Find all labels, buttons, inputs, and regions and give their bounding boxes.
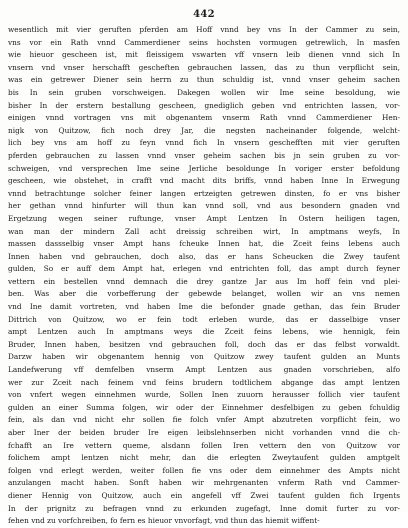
text-line: schweigen, vnd versprechen Ime seine Jerliche besoldunge In voriger erster befoldung [8, 163, 400, 173]
text-line: vnd Ine damit vortreten, vnd haben Ime die befonder gnade gethan, das fein Bruder [8, 302, 400, 312]
text-line: folichem ampt lentzen nicht mehr, dan die erlegten Zweytaufent gulden amptgelt [8, 453, 400, 463]
text-line: vns vor ein Rath vnnd Cammerdiener seins hochsten vormugen getrewlich, In masfen [8, 37, 400, 47]
text-line: wer zur Zceit nach feinem vnd feins brudern todtlichem abgange das ampt lentzen [8, 377, 400, 387]
text-line: gulden, So er auff dem Ampt hat, erlegen vnd entrichten foll, das ampt durch feyner [8, 264, 400, 274]
text-line: nigk von Quitzow, fich noch drey Jar, die negsten nacheinander folgende, welcht- [8, 125, 400, 135]
text-line: folgen vnd erlegt werden, weiter follen fie vns oder dem einnehmer des Ampts nicht [8, 465, 400, 475]
text-line: fein, als dan vnd nicht ehr sollen fie folch vnfer Ampt abzutreten vorpflicht fein, wo [8, 415, 400, 425]
text-line: Dittrich von Quitzow, wo er fein todt erleben wurde, das er dasselbige vnser [8, 314, 400, 324]
text-line: massen dassselbig vnser Ampt hans fcheuke Innen hat, die Zceit feins lebens auch [8, 239, 400, 249]
document-body [8, 24, 400, 528]
text-line: lich bey vns am hoff zu feyn vnnd fich In vnsern geschefften mit vier geruften [8, 138, 400, 148]
text-line: fehen vnd zu vorfchreiben, fo fern es hieuor vnvorfagt, vnd thun das hiemit wiffent- [8, 516, 320, 526]
text-line: was ein getrewer Diener sein herrn zu thun schuldig ist, vnnd vnser geheim sachen [8, 75, 400, 85]
text-line: ben. Was aber die vorbefferung der gebewde belanget, wollen wir an vns nemen [8, 289, 400, 299]
text-line: vnnd betrachtunge solcher feiner langen ertzeigten getrewen dinsten, fo er vns bisher [8, 188, 400, 198]
text-line: Landefwerung vff demfelben vnserm Ampt Lentzen aus gnaden vorschrieben, alfo [8, 365, 400, 375]
text-line: Bruder, Innen haben, besitzen vnd gebrauchen foll, doch das er das felbst vorwaldt. [8, 339, 400, 349]
text-line: her gethan vnnd hinfurter will thun kan vnnd soll, vnd aus besondern gnaden vnd [8, 201, 400, 211]
text-line: von vnfert wegen einnehmen wurde, Sollen Inen zuuorn herausser follich vier taufent [8, 390, 400, 400]
text-line: In der prignitz zu befragen vnnd zu erkunden zugefagt, Inne domit furter zu vor- [8, 503, 400, 513]
page-number: 442 [193, 9, 215, 20]
text-line: anzulangen macht haben. Sonft haben wir mehrgenanten vnferm Rath vnd Cammer- [8, 478, 400, 488]
text-line: einigen vnnd vortragen vns mit obgenantem vnserm Rath vnnd Cammerdiener Hen- [8, 113, 400, 123]
text-line: wan man der mindern Zall acht dreissig schreiben wirt, In amptmans weyfs, In [8, 226, 400, 236]
text-line: fchafft an Ire vettern queme, alsdann follen Iren vettern den von Quitzow vor [8, 440, 400, 450]
text-line: diener Hennig von Quitzow, auch ein angefell vff Zwei taufent gulden fich Irgents [8, 490, 400, 500]
text-line: pferden gebrauchen zu lassen vnnd vnser geheim sachen bis jn sein gruben zu vor- [8, 150, 400, 160]
text-line: Ergetzung wegen seiner ruftunge, vnser Ampt Lentzen In Ostern heiligen tagen, [8, 213, 400, 223]
text-line: bisher In der erstern bestallung gescheen, gnediglich geben vnd entrichten lassen, vor- [8, 100, 400, 110]
text-line: wie hieuor gescheen ist, mit fleissigem vswarten vff vnsern leib dienen vnnd sich In [8, 50, 400, 60]
text-line: vnsern vnd vnser herschafft gescheften gebrauchen lassen, das zu thun verpflicht sein, [8, 62, 400, 72]
text-line: vettern ein bestellen vnnd demnach die drey gantze Jar aus Im hoff fein vnd plei- [8, 276, 400, 286]
text-line: gulden an einer Summa folgen, wir oder der Einnehmer desfelbigen zu geben fchuldig [8, 402, 400, 412]
text-line: Darzw haben wir obgenantem hennig von Quitzow zwey taufent gulden an Munts [8, 352, 400, 362]
text-line: ampt Lentzen auch In amptmans weys die Zceit feins lebens, wie hennigk, fein [8, 327, 400, 337]
text-line: bis In sein gruben vorschweigen. Dakegen wollen wir Ime seine besoldung, wie [8, 87, 400, 97]
text-line: gescheen, wie obstehet, in crafft vnd macht dits briffs, vnnd haben Inne In Erwegung [8, 176, 400, 186]
text-line: wesentlich mit vier geruften pferden am Hoff vnnd bey vns In der Cammer zu sein, [8, 25, 400, 34]
text-line: Innen haben vnd gebrauchen, doch also, das er hans Scheucken die Zwey taufent [8, 251, 400, 261]
text-line: aber Iner der beiden bruder Ire eigen leibslehnserben nicht vorhanden vnnd die ch- [8, 428, 400, 437]
